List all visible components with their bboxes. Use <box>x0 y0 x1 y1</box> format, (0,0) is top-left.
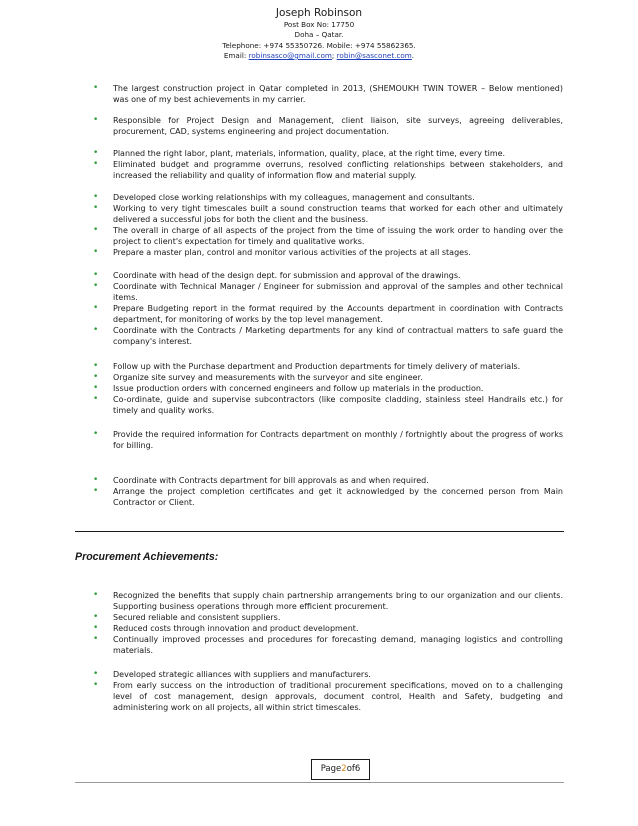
email-label: Email: <box>223 50 247 60</box>
list-item: • Planned the right labor, plant, materials, information, quality, place, at the right time, every time. <box>93 148 506 158</box>
bullet-icon: • <box>93 429 99 439</box>
list-item: • Provide the required information for Contracts department on monthly / fortnightly about the progress of works for billing. <box>93 429 563 450</box>
list-item: • Reduced costs through innovation and product development. <box>93 623 359 633</box>
page-suffix: of6 <box>346 764 361 774</box>
email-link-primary[interactable]: robinsasco@gmail.com <box>248 50 332 60</box>
list-item: • Responsible for Project Design and Management, client liaison, site surveys, agreeing deliverables, procurement, CAD, systems engineering and project documentation. <box>93 115 563 136</box>
list-item: • Follow up with the Purchase department and Production departments for timely delivery of materials. <box>93 361 521 371</box>
bullet-icon: • <box>93 159 99 169</box>
list-item: • Continually improved processes and procedures for forecasting demand, managing logistics and controlling materials. <box>93 634 563 655</box>
bullet-icon: • <box>93 247 99 257</box>
achievement-group-3 <box>0 148 563 181</box>
bullet-icon: • <box>93 325 99 335</box>
list-item: • Issue production orders with concerned engineers and follow up materials in the production. <box>93 383 484 393</box>
phone-numbers: Telephone: +974 55350726. Mobile: +974 55862365. <box>222 40 416 50</box>
achievement-group-7 <box>0 429 563 451</box>
bullet-icon: • <box>93 270 99 280</box>
person-name: Joseph Robinson <box>275 7 363 19</box>
email-line <box>0 51 638 61</box>
procurement-group-2 <box>0 669 563 713</box>
list-item: • Arrange the project completion certificates and get it acknowledged by the concerned person from Main Contractor or Client. <box>93 486 563 507</box>
achievement-group-4 <box>0 192 563 258</box>
list-item: • Organize site survey and measurements with the surveyor and site engineer. <box>93 372 423 382</box>
list-item: • Eliminated budget and programme overruns, resolved conflicting relationships between stakeholders, and increased the reliability and quality of information flow and material supply. <box>93 159 563 180</box>
bullet-icon: • <box>93 669 99 679</box>
list-item: • The largest construction project in Qatar completed in 2013, (SHEMOUKH TWIN TOWER – Below mentioned) was one of my best achievements in my carrier. <box>93 83 563 104</box>
bullet-icon: • <box>93 361 99 371</box>
list-item: • From early success on the introduction of traditional procurement specifications, moved on to a challenging level of cost management, design approvals, document control, Health and Safety, budgeting and administering work on all projects, all within strict timescales. <box>93 680 563 712</box>
list-item: • Coordinate with Contracts department for bill approvals as and when required. <box>93 475 429 485</box>
achievement-group-8 <box>0 475 563 508</box>
section-divider <box>75 531 564 532</box>
achievement-group-2 <box>0 115 563 137</box>
list-item: • Co-ordinate, guide and supervise subcontractors (like composite cladding, stainless steel Handrails etc.) for timely and quality works. <box>93 394 563 415</box>
bullet-icon: • <box>93 394 99 404</box>
page-number: 2 <box>341 764 347 774</box>
bullet-icon: • <box>93 486 99 496</box>
list-item: • Coordinate with Technical Manager / Engineer for submission and approval of the samples and other technical items. <box>93 281 563 302</box>
bullet-icon: • <box>93 281 99 291</box>
bullet-icon: • <box>93 83 99 93</box>
bullet-icon: • <box>93 612 99 622</box>
email-end: . <box>411 50 415 60</box>
bullet-icon: • <box>93 590 99 600</box>
bullet-icon: • <box>93 203 99 213</box>
procurement-group-1 <box>0 590 563 656</box>
list-item: • Recognized the benefits that supply chain partnership arrangements bring to our organization and our clients. Supporting business operations through more efficient procurement. <box>93 590 563 611</box>
list-item: • Coordinate with head of the design dept. for submission and approval of the drawings. <box>93 270 461 280</box>
list-item: • Prepare a master plan, control and monitor various activities of the projects at all stages. <box>93 247 471 257</box>
bullet-icon: • <box>93 303 99 313</box>
city: Doha – Qatar. <box>294 30 344 40</box>
po-box: Post Box No: 17750 <box>283 20 355 29</box>
email-separator: ; <box>331 50 335 60</box>
footer-divider <box>75 782 564 783</box>
bullet-icon: • <box>93 634 99 644</box>
bullet-icon: • <box>93 372 99 382</box>
list-item: • Developed strategic alliances with suppliers and manufacturers. <box>93 669 371 679</box>
email-link-secondary[interactable]: robin@sasconet.com <box>336 50 412 60</box>
list-item: • Coordinate with the Contracts / Marketing departments for any kind of contractual matters to safe guard the company's interest. <box>93 325 563 346</box>
page-prefix: Page <box>320 764 342 774</box>
page-number-box <box>311 759 370 780</box>
bullet-icon: • <box>93 680 99 690</box>
list-item: • The overall in charge of all aspects of the project from the time of issuing the work order to handing over the project to client's expectation for timely and qualitative works. <box>93 225 563 246</box>
bullet-icon: • <box>93 148 99 158</box>
bullet-icon: • <box>93 115 99 125</box>
list-item: • Prepare Budgeting report in the format required by the Accounts department in coordination with Contracts department, for monitoring of works by the top level management. <box>93 303 563 324</box>
bullet-icon: • <box>93 475 99 485</box>
achievement-group-5 <box>0 270 563 347</box>
bullet-icon: • <box>93 225 99 235</box>
bullet-icon: • <box>93 383 99 393</box>
bullet-icon: • <box>93 192 99 202</box>
achievement-group-6 <box>0 361 563 416</box>
bullet-icon: • <box>93 623 99 633</box>
procurement-heading: Procurement Achievements: <box>75 551 219 563</box>
achievement-group-1 <box>0 83 563 105</box>
list-item: • Working to very tight timescales built a sound construction teams that worked for each other and ultimately delivered a successful jobs for both the client and the business. <box>93 203 563 224</box>
list-item: • Developed close working relationships with my colleagues, management and consultants. <box>93 192 475 202</box>
list-item: • Secured reliable and consistent suppliers. <box>93 612 281 622</box>
contact-header <box>0 7 638 61</box>
